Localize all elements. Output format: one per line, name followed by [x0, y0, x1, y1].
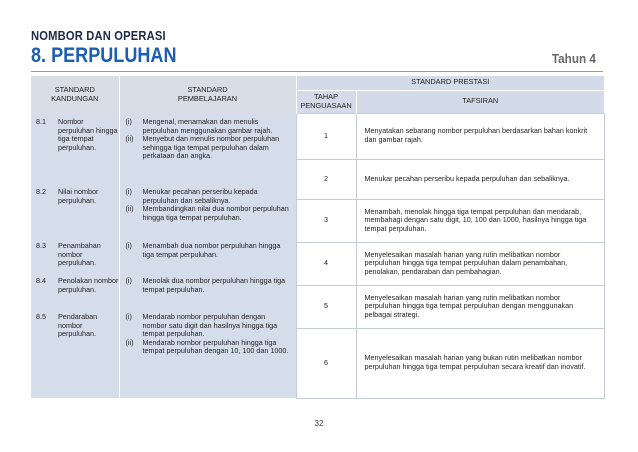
kandungan-item	[36, 242, 119, 277]
kandungan-number: 8.2	[36, 187, 46, 196]
pembelajaran-item	[126, 242, 292, 259]
tahap-cell: 6	[296, 328, 356, 398]
pembelajaran-text: Mengenal, menamakan dan menulis perpuluhan menggunakan gambar rajah.	[142, 117, 273, 135]
pembelajaran-item	[126, 135, 292, 161]
pembelajaran-item	[126, 188, 292, 205]
pembelajaran-number: (ii)	[125, 204, 134, 213]
year-label: Tahun 4	[552, 51, 596, 66]
pembelajaran-text: Membandingkan nilai dua nombor perpuluhan hingga tiga tempat perpuluhan.	[142, 204, 289, 222]
pembelajaran-group	[126, 118, 292, 188]
kandungan-item	[36, 188, 119, 242]
pembelajaran-item	[126, 118, 292, 135]
page-title: 8. PERPULUHAN	[31, 44, 177, 67]
curriculum-table	[31, 76, 605, 399]
kandungan-number: 8.4	[36, 276, 46, 285]
pembelajaran-group	[126, 242, 292, 277]
kandungan-number: 8.5	[36, 312, 46, 321]
kandungan-text: Pendaraban nombor perpuluhan.	[58, 312, 98, 338]
pembelajaran-text: Menambah dua nombor perpuluhan hingga tiga tempat perpuluhan.	[142, 241, 281, 259]
pembelajaran-text: Menolak dua nombor perpuluhan hingga tiga tempat perpuluhan.	[142, 276, 286, 294]
pembelajaran-number: (ii)	[125, 337, 134, 347]
pembelajaran-number: (i)	[125, 117, 132, 126]
pembelajaran-item	[126, 205, 292, 222]
kandungan-text: Penambahan nombor perpuluhan.	[58, 241, 101, 267]
tahap-cell: 1	[296, 113, 356, 159]
header-standard-prestasi: STANDARD PRESTASI	[296, 76, 604, 90]
kandungan-number: 8.1	[36, 117, 46, 126]
header-standard-pembelajaran: STANDARD PEMBELAJARAN	[119, 76, 296, 113]
kandungan-text: Penolakan nombor perpuluhan.	[58, 276, 119, 294]
tafsiran-cell: Menukar pecahan perseribu kepada perpuluhan dan sebaliknya.	[356, 159, 604, 199]
pembelajaran-number: (i)	[125, 241, 132, 250]
pembelajaran-text: Menukar pecahan perseribu kepada perpuluhan dan sebaliknya.	[142, 187, 258, 205]
kandungan-item	[36, 277, 119, 313]
tahap-cell: 5	[296, 285, 356, 328]
tafsiran-cell: Menambah, menolak hingga tiga tempat perpuluhan dan mendarab, membahagi dengan satu digit, 10, 100 dan 1000, hasilnya hingga tiga tempat perpuluhan.	[356, 199, 604, 242]
pembelajaran-item	[126, 339, 292, 356]
tafsiran-cell: Menyelesaikan masalah harian yang bukan rutin melibatkan nombor perpuluhan hingga tiga tempat perpuluhan secara kreatif dan inovatif.	[356, 328, 604, 398]
page-number: 32	[314, 419, 324, 428]
kandungan-item	[36, 313, 119, 339]
pembelajaran-item	[126, 313, 292, 339]
pembelajaran-group	[126, 277, 292, 313]
pembelajaran-number: (ii)	[125, 134, 134, 143]
section-subtitle: NOMBOR DAN OPERASI	[31, 28, 166, 43]
pembelajaran-item	[126, 277, 292, 294]
tafsiran-cell: Menyatakan sebarang nombor perpuluhan berdasarkan bahan konkrit dan gambar rajah.	[356, 113, 604, 159]
pembelajaran-text: Menyebut dan menulis nombor perpuluhan sehingga tiga tempat perpuluhan dalam perkataan dan angka.	[142, 134, 280, 160]
pembelajaran-text: Mendarab nombor perpuluhan dengan nombor satu digit dan hasilnya hingga tiga tempat perpuluhan.	[142, 312, 278, 338]
tahap-cell: 3	[296, 199, 356, 242]
kandungan-number: 8.3	[36, 241, 46, 250]
tahap-cell: 2	[296, 159, 356, 199]
kandungan-text: Nilai nombor perpuluhan.	[58, 187, 99, 205]
pembelajaran-number: (i)	[125, 187, 132, 196]
pembelajaran-group	[126, 313, 292, 356]
pembelajaran-group	[126, 188, 292, 242]
header-tahap-penguasaan: TAHAP PENGUASAAN	[296, 90, 356, 113]
tahap-cell: 4	[296, 242, 356, 285]
pembelajaran-number: (i)	[125, 312, 132, 321]
pembelajaran-column	[119, 113, 296, 398]
pembelajaran-number: (i)	[125, 276, 132, 285]
pembelajaran-text: Mendarab nombor perpuluhan hingga tiga tempat perpuluhan dengan 10, 100 dan 1000.	[142, 337, 289, 355]
kandungan-item	[36, 118, 119, 188]
tafsiran-cell: Menyelesaikan masalah harian yang rutin melibatkan nombor perpuluhan hingga tiga tempat perpuluhan dalam penambahan, penolakan, pendaraban dan pembahagian.	[356, 242, 604, 285]
kandungan-column	[31, 113, 119, 398]
header-standard-kandungan: STANDARD KANDUNGAN	[31, 76, 119, 113]
header-tafsiran: TAFSIRAN	[356, 90, 604, 113]
kandungan-text: Nombor perpuluhan hingga tiga tempat perpuluhan.	[58, 117, 118, 152]
header-rule	[31, 71, 603, 72]
tafsiran-cell: Menyelesaikan masalah harian yang rutin melibatkan nombor perpuluhan hingga tiga tempat perpuluhan dengan menggunakan pelbagai strategi.	[356, 285, 604, 328]
